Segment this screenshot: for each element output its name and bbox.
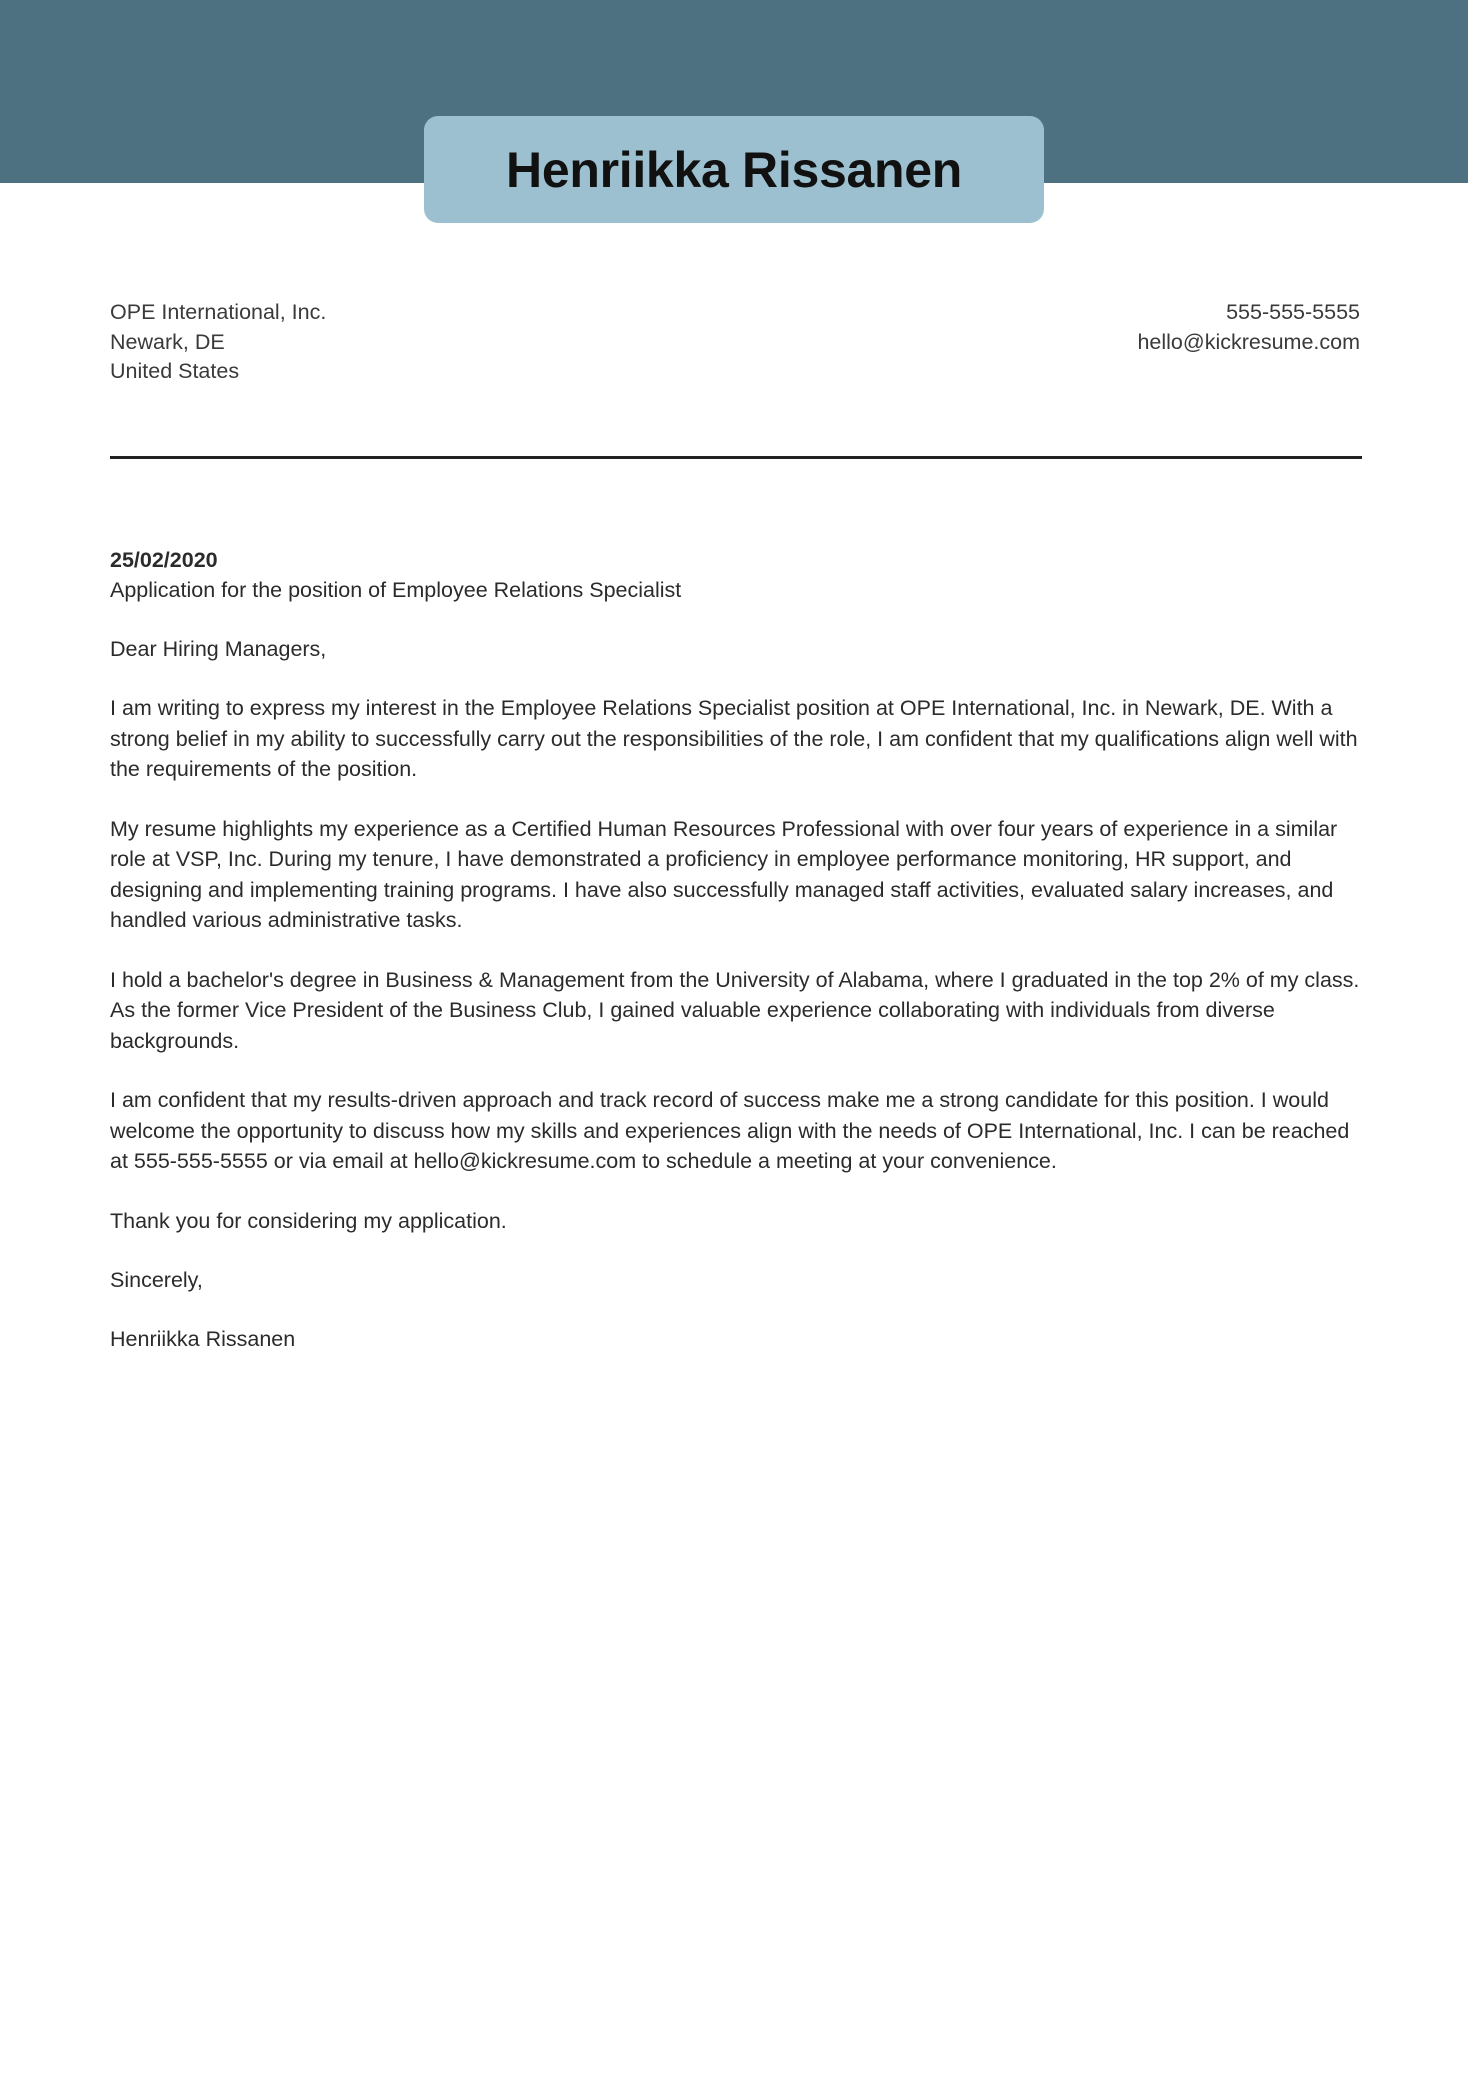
letter-date: 25/02/2020 [110, 548, 218, 572]
letter-paragraph: I hold a bachelor's degree in Business & Management from the University of Alabama, where I graduated in the top 2% of my class. As the former Vice President of the Business Club, I gained valuable experience collaborating with individuals from diverse backgrounds. [110, 967, 1360, 1053]
letter-body [110, 545, 1362, 1354]
header-divider [110, 456, 1362, 459]
letter-salutation: Dear Hiring Managers, [110, 637, 327, 661]
recipient-company: OPE International, Inc. [110, 300, 327, 324]
letter-paragraph: My resume highlights my experience as a Certified Human Resources Professional with over four years of experience in a similar role at VSP, Inc. During my tenure, I have demonstrated a proficiency in employee performance monitoring, HR support, and designing and implementing training programs. I have also successfully managed staff activities, evaluated salary increases, and handled various administrative tasks. [110, 816, 1338, 932]
name-badge [424, 116, 1044, 223]
contact-row [110, 298, 1360, 387]
recipient-country: United States [110, 359, 240, 383]
recipient-city: Newark, DE [110, 329, 225, 354]
sender-email: hello@kickresume.com [1137, 329, 1360, 354]
letter-closing: Sincerely, [110, 1268, 203, 1292]
sender-phone: 555-555-5555 [1226, 300, 1360, 324]
letter-signature: Henriikka Rissanen [110, 1327, 296, 1351]
letter-paragraph: I am confident that my results-driven approach and track record of success make me a strong candidate for this position. I would welcome the opportunity to discuss how my skills and experiences align with the needs of OPE International, Inc. I can be reached at 555-555-5555 or via email at hello@kickresume.com to schedule a meeting at your convenience. [110, 1088, 1350, 1173]
sender-contact-block [1137, 298, 1360, 357]
letter-subject: Application for the position of Employee Relations Specialist [110, 578, 682, 602]
letter-paragraph: Thank you for considering my application. [110, 1208, 507, 1233]
candidate-name: Henriikka Rissanen [506, 141, 962, 198]
letter-paragraph: I am writing to express my interest in the Employee Relations Specialist position at OPE International, Inc. in Newark, DE. With a strong belief in my ability to successfully carry out the responsibilities of the role, I am confident that my qualifications align well with the requirements of the position. [110, 696, 1358, 781]
recipient-address-block [110, 298, 326, 387]
